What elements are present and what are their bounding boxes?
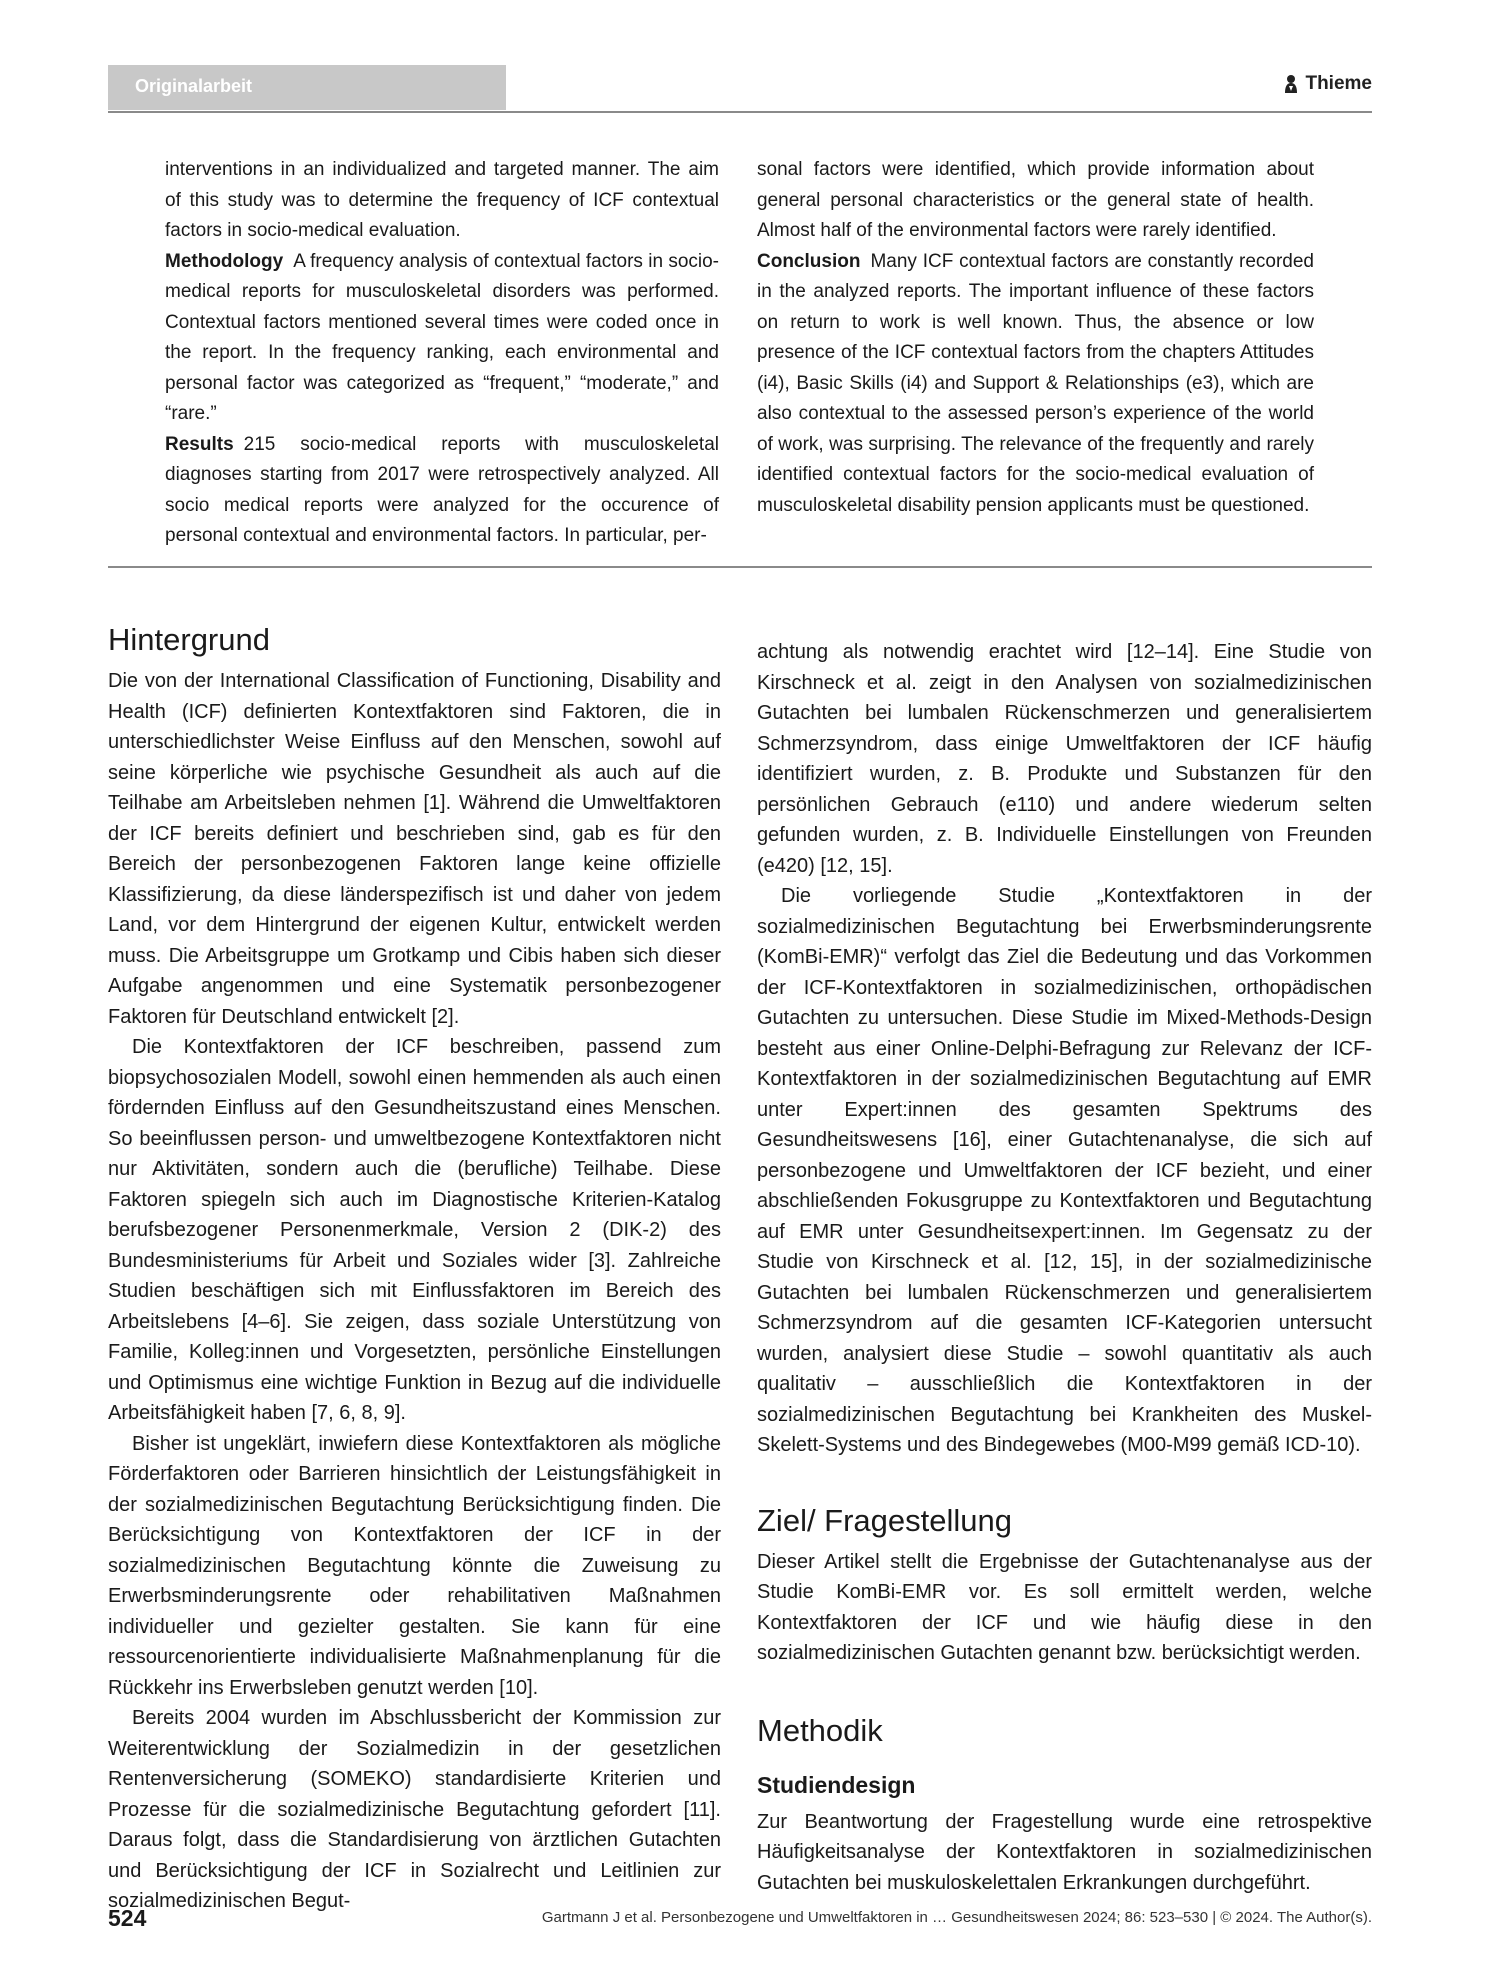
heading-methodik: Methodik [757,1712,883,1748]
heading-hintergrund: Hintergrund [108,622,270,657]
section-label: Originalarbeit [135,76,253,96]
paragraph: achtung als notwendig erachtet wird [12–14]. Eine Studie von Kirschneck et al. zeigt in den Analysen von sozialmedizinischen Gutachten bei lumbalen Rückenschmerzen und generalisiertem Schmerzsyndrom, dass einige Umweltfaktoren der ICF häufig identifiziert wurden, z. B. Produkte und Substanzen für den persönlichen Gebrauch (e110) und andere wiederum selten gefunden wurden, z. B. Individuelle Einstellungen von Freunden (e420) [12, 15]. [757,641,1372,877]
page-number: 524 [108,1905,147,1931]
thieme-logo-icon [1283,74,1299,94]
abstract-methodology: Methodology A frequency analysis of contextual factors in socio-medical reports for musculoskeletal disorders was performed. Contextual factors mentioned several times were coded once in the report. In the frequency ranking, each environmental and personal factor was categorized as “frequent,” “moderate,” and “rare.” [165,250,719,424]
paragraph: Bereits 2004 wurden im Abschlussbericht der Kommission zur Weiterentwicklung der Sozialmedizin in der gesetzlichen Rentenversicherung (SOMEKO) standardisierte Kriterien und Prozesse für die sozialmedizinische Begutachtung gefordert [11]. Daraus folgt, dass die Standardisierung von ärztlichen Gutachten und Berücksichtigung der ICF in Sozialrecht und Leitlinien zur sozialmedizinischen Begut- [108,1707,721,1912]
abstract-right-column [757,155,1314,521]
heading-studiendesign: Studiendesign [757,1771,916,1798]
main-left-column [108,620,721,1917]
publisher-brand [1283,73,1372,95]
abstract-continuation: sonal factors were identified, which provide information about general personal characteristics or the general state of health. Almost half of the environmental factors were rarely identified. [757,159,1314,241]
abstract-results: Results 215 socio-medical reports with musculoskeletal diagnoses starting from 2017 were retrospectively analyzed. All socio medical reports were analyzed for the occurence of personal contextual and environmental factors. In particular, per- [165,433,719,546]
section-label-bar [108,65,506,110]
paragraph: Bisher ist ungeklärt, inwiefern diese Kontextfaktoren als mögliche Förderfaktoren oder Barrieren hinsichtlich der Leistungsfähigkeit in der sozialmedizinischen Begutachtung Berücksichtigung finden. Die Berücksichtigung von Kontextfaktoren der ICF in der sozialmedizinischen Begutachtung könnte die Zuweisung zu Erwerbsminderungsrente oder rehabilitativen Maßnahmen individueller und gezielter gestalten. Sie kann für eine ressourcenorientierte individualisierte Maßnahmenplanung für die Rückkehr ins Erwerbsleben genutzt werden [10]. [108,1432,721,1699]
footer-citation: Gartmann J et al. Personbezogene und Umweltfaktoren in … Gesundheitswesen 2024; 86: 523–530 | © 2024. The Author(s). [541,1909,1372,1926]
paragraph: Dieser Artikel stellt die Ergebnisse der Gutachtenanalyse aus der Studie KomBi-EMR vor. Es soll ermittelt werden, welche Kontextfaktoren der ICF und wie häufig diese in den sozialmedizinischen Gutachten genannt bzw. berücksichtigt werden. [757,1550,1372,1664]
abstract-left-column [165,155,719,552]
heading-ziel-fragestellung: Ziel/ Fragestellung [757,1502,1013,1538]
header-rule [108,111,1372,113]
abstract-intro: interventions in an individualized and targeted manner. The aim of this study was to determine the frequency of ICF contextual factors in socio-medical evaluation. [165,159,719,241]
publisher-name: Thieme [1305,73,1372,94]
paragraph: Die von der International Classification of Functioning, Disability and Health (ICF) definierten Kontextfaktoren sind Faktoren, die in unterschiedlichster Weise Einfluss auf den Menschen, sowohl auf seine körperliche wie psychische Gesundheit als auch auf die Teilhabe am Arbeitsleben nehmen [1]. Während die Umweltfaktoren der ICF bereits definiert und beschrieben sind, gab es für den Bereich der personbezogenen Faktoren lange keine offizielle Klassifizierung, da diese länderspezifisch ist und daher von jedem Land, vor dem Hintergrund der eigenen Kultur, entwickelt werden muss. Die Arbeitsgruppe um Grotkamp und Cibis haben sich dieser Aufgabe angenommen und eine Systematik personbezogener Faktoren für Deutschland entwickelt [2]. [108,670,721,1028]
abstract-conclusion: Conclusion Many ICF contextual factors are constantly recorded in the analyzed reports. The important influence of these factors on return to work is well known. Thus, the absence or low presence of the ICF contextual factors from the chapters Attitudes (i4), Basic Skills (i4) and Support & Relationships (e3), which are also contextual to the assessed person’s experience of the world of work, was surprising. The relevance of the frequently and rarely identified contextual factors for the socio-medical evaluation of musculoskeletal disability pension applicants must be questioned. [757,250,1314,516]
paragraph: Zur Beantwortung der Fragestellung wurde eine retrospektive Häufigkeitsanalyse der Kontextfaktoren in sozialmedizinischen Gutachten bei muskuloskelettalen Erkrankungen durchgeführt. [757,1810,1372,1894]
main-right-column [757,637,1372,1898]
paragraph: Die vorliegende Studie „Kontextfaktoren in der sozialmedizinischen Begutachtung bei Erwerbsminderungsrente (KomBi-EMR)“ verfolgt das Ziel die Bedeutung und das Vorkommen der ICF-Kontextfaktoren in sozialmedizinischen, orthopädischen Gutachten zu untersuchen. Diese Studie im Mixed-Methods-Design besteht aus einer Online-Delphi-Befragung zur Relevanz der ICF-Kontextfaktoren in der sozialmedizinischen Begutachtung auf EMR unter Expert:innen des gesamten Spektrums des Gesundheitswesens [16], einer Gutachtenanalyse, die sich auf personbezogene und Umweltfaktoren der ICF bezieht, und einer abschließenden Fokusgruppe zu Kontextfaktoren und Begutachtung auf EMR unter Gesundheitsexpert:innen. Im Gegensatz zu der Studie von Kirschneck et al. [12, 15], in der sozialmedizinische Gutachten bei lumbalen Rückenschmerzen und generalisiertem Schmerzsyndrom auf die gesamten ICF-Kategorien untersucht wurden, analysiert diese Studie – sowohl quantitativ als auch qualitativ – ausschließlich die Kontextfaktoren in der sozialmedizinischen Begutachtung bei Krankheiten des Muskel-Skelett-Systems und des Bindegewebes (M00-M99 gemäß ICD-10). [757,885,1372,1456]
paragraph: Die Kontextfaktoren der ICF beschreiben, passend zum biopsychosozialen Modell, sowohl einen hemmenden als auch einen fördernden Einfluss auf den Gesundheitszustand eines Menschen. So beeinflussen person- und umweltbezogene Kontextfaktoren nicht nur Aktivitäten, sondern auch die (berufliche) Teilhabe. Diese Faktoren spiegeln sich auch im Diagnostische Kriterien-Katalog berufsbezogener Personenmerkmale, Version 2 (DIK-2) des Bundesministeriums für Arbeit und Soziales wider [3]. Zahlreiche Studien beschäftigen sich mit Einflussfaktoren im Bereich des Arbeitslebens [4–6]. Sie zeigen, dass soziale Unterstützung von Familie, Kolleg:innen und Vorgesetzten, persönliche Einstellungen und Optimismus eine wichtige Funktion in Bezug auf die individuelle Arbeitsfähigkeit haben [7, 6, 8, 9]. [108,1036,721,1424]
abstract-rule [108,566,1372,568]
